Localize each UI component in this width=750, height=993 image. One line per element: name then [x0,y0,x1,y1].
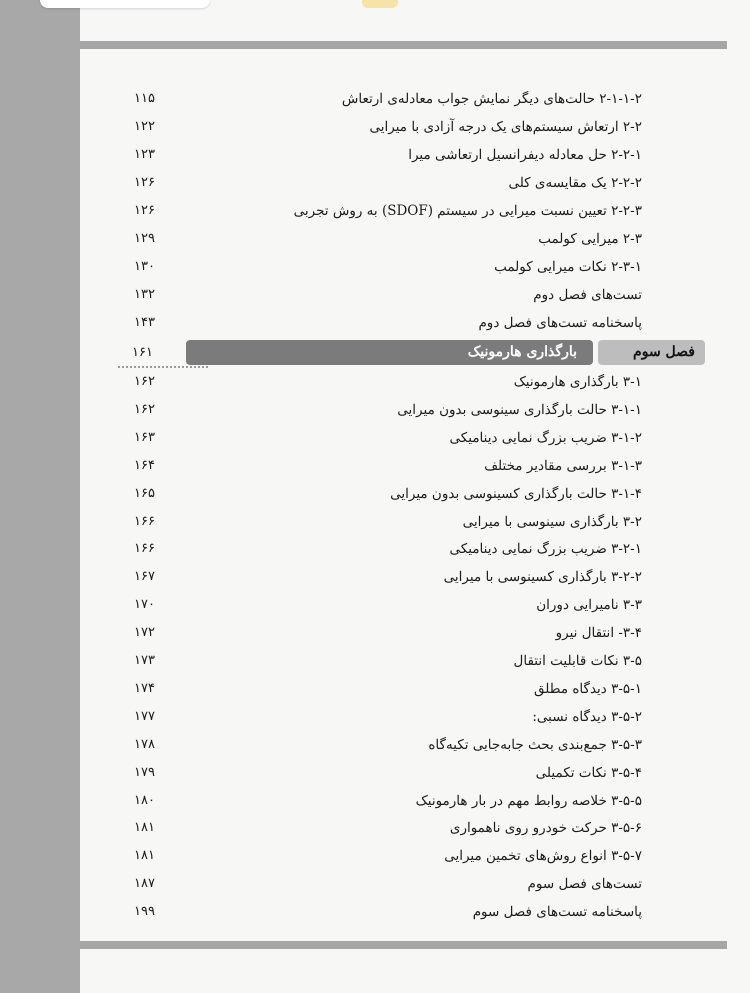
toc-entry [120,564,642,590]
toc-entry [120,592,642,618]
chapter-page-number: ۱۶۱ [132,345,153,360]
chapter-title-box [186,340,593,365]
toc-entry-title: ۳-۲ بارگذاری سینوسی با میرایی [462,513,642,530]
toc-entry [120,620,642,646]
toc-entry-page: ۱۶۶ [134,513,155,529]
toc-entry-title: ۲-۲-۲ یک مقایسه‌ی کلی [508,175,642,191]
toc-entry [120,760,642,786]
bottom-rule [80,941,727,949]
toc-entry-title: تست‌های فصل دوم [533,287,642,303]
toc-entry-title: ۲-۲-۱ حل معادله دیفرانسیل ارتعاشی میرا [408,147,642,163]
toc-entry-title: ۳-۵ نکات قابلیت انتقال [513,653,642,669]
toc-entry-title: پاسخنامه تست‌های فصل سوم [472,904,642,921]
dotted-leader [118,366,208,368]
toc-entry-page: ۱۲۹ [134,231,155,246]
toc-entry-page: ۱۲۲ [134,119,155,134]
toc-entry-title: ۳-۱-۱ حالت بارگذاری سینوسی بدون میرایی [397,401,642,418]
toc-entry-page: ۱۶۶ [134,541,155,557]
toc-entry-title: ۳-۵-۶ حرکت خودرو روی ناهمواری [449,820,642,837]
toc-entry-page: ۱۲۶ [134,203,155,218]
toc-entry [120,788,642,814]
toc-entry-page: ۱۱۵ [134,91,155,106]
toc-entry-page: ۱۸۱ [134,848,155,864]
toc-entry-page: ۱۶۷ [134,569,155,585]
toc-entry-page: ۱۸۰ [134,792,155,808]
toc-entry-page: ۱۲۶ [134,175,155,190]
toc-entry-title: ۳-۳ نامیرایی دوران [536,597,642,614]
toc-entry-page: ۱۲۳ [134,147,155,162]
toc-entry-title: ۲-۳ میرایی کولمب [538,231,642,247]
toc-entry-title: ۳-۵-۲ دیدگاه نسبی: [532,708,642,725]
toc-entry-page: ۱۴۳ [134,315,155,330]
toc-entry [120,815,642,841]
toc-entry [120,198,642,224]
toc-entry [120,397,642,423]
toc-entry [120,86,642,112]
toc-entry [120,425,642,451]
toc-entry [120,254,642,280]
toc-entry-title: ۳-۵-۴ نکات تکمیلی [535,764,642,781]
toc-entry-page: ۱۸۱ [134,820,155,836]
toc-entry-page: ۱۷۰ [134,597,155,613]
toc-entry-page: ۱۶۵ [134,485,155,501]
top-bookmark-edge [362,0,398,8]
toc-entry-title: ۳-۵-۳ جمع‌بندی بحث جابه‌جایی تکیه‌گاه [428,736,642,753]
toc-entry-page: ۱۷۸ [134,736,155,752]
toc-entry [120,369,642,395]
toc-entry-title: ۳-۵-۵ خلاصه روابط مهم در بار هارمونیک [415,792,642,809]
toc-entry-title: ۲-۳-۱ نکات میرایی کولمب [494,259,642,275]
toc-entry [120,509,642,535]
toc-entry-page: ۱۷۹ [134,764,155,780]
toc-entry-page: ۱۶۲ [134,374,155,389]
toc-entry [120,536,642,562]
toc-entry-title: ۳-۱-۳ بررسی مقادیر مختلف [484,457,642,474]
toc-entry [120,732,642,758]
toc-entry-title: ۲-۱-۱-۲ حالت‌های دیگر نمایش جواب معادله‌ی ارتعاش [341,91,642,107]
top-tab-edge [40,0,210,8]
top-rule [80,41,727,49]
toc-entry-title: ۳-۲-۲ بارگذاری کسینوسی با میرایی [443,569,642,586]
toc-entry [120,843,642,869]
toc-entry-title: ۳-۱-۴ حالت بارگذاری کسینوسی بدون میرایی [390,485,642,502]
toc-entry-title: تست‌های فصل سوم [527,876,642,893]
toc-entry-page: ۱۳۰ [134,259,155,274]
toc-entry-page: ۱۷۷ [134,708,155,724]
toc-entry-page: ۱۷۴ [134,680,155,696]
toc-entry-page: ۱۷۳ [134,653,155,668]
toc-entry-page: ۱۷۲ [134,625,155,641]
toc-entry [120,871,642,897]
toc-entry-page: ۱۶۴ [134,457,155,473]
toc-entry [120,453,642,479]
toc-entry [120,676,642,702]
toc-entry-title: ۲-۲-۳ تعیین نسبت میرایی در سیستم (SDOF) به روش تجربی [293,203,642,219]
left-margin-strip [0,0,80,993]
toc-entry-page: ۱۳۲ [134,287,155,302]
toc-entry [120,481,642,507]
toc-entry-page: ۱۶۲ [134,401,155,417]
toc-entry [120,704,642,730]
toc-entry-title: ۳-۵-۱ دیدگاه مطلق [534,680,642,697]
toc-entry [120,899,642,925]
toc-entry-title: ۳-۲-۱ ضریب بزرگ نمایی دینامیکی [449,541,642,558]
chapter-title: بارگذاری هارمونیک [467,344,577,360]
toc-entry-title: ۳-۵-۷ انواع روش‌های تخمین میرایی [444,848,642,865]
toc-entry [120,114,642,140]
chapter-label-box [598,340,705,365]
toc-entry-title: پاسخنامه تست‌های فصل دوم [478,315,642,331]
toc-entry-title: ۳-۱-۲ ضریب بزرگ نمایی دینامیکی [449,429,642,446]
toc-entry-title: ۲-۲ ارتعاش سیستم‌های یک درجه آزادی با میرایی [369,119,642,135]
toc-entry [120,142,642,168]
toc-entry-page: ۱۹۹ [134,904,155,920]
toc-entry-page: ۱۶۳ [134,429,155,445]
toc-entry [120,170,642,196]
toc-entry-page: ۱۸۷ [134,876,155,892]
toc-entry [120,282,642,308]
toc-entry-title: ۳-۴- انتقال نیرو [555,625,642,642]
toc-entry [120,310,642,336]
chapter-label: فصل سوم [633,344,695,360]
toc-entry-title: ۳-۱ بارگذاری هارمونیک [513,374,642,390]
toc-entry [120,648,642,674]
toc-entry [120,226,642,252]
